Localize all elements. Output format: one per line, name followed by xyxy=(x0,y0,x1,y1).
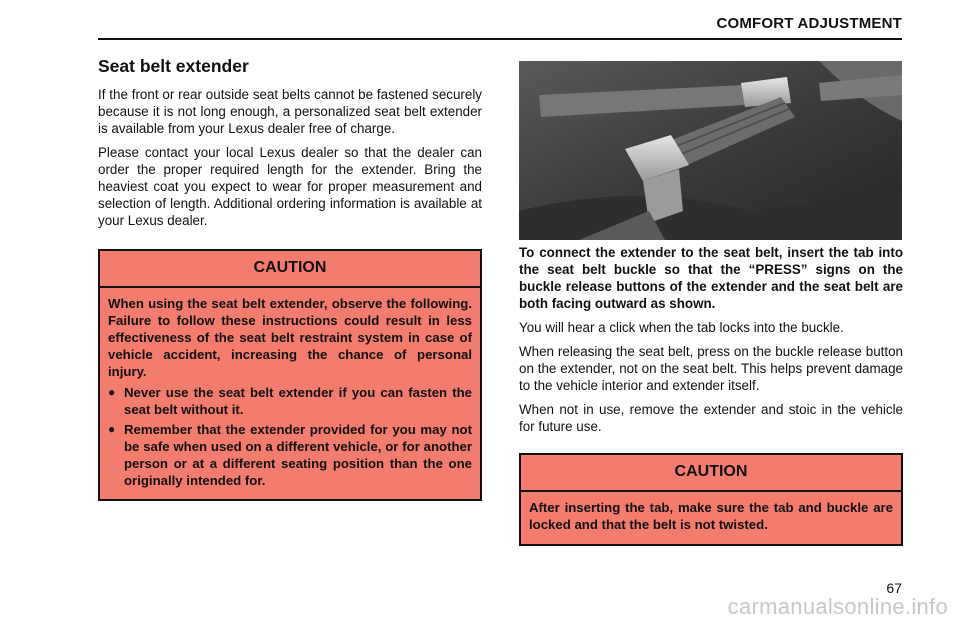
caution-title: CAUTION xyxy=(100,251,480,288)
bullet-text: Never use the seat belt extender if you can fasten the seat belt without it. xyxy=(124,385,472,417)
section-header: COMFORT ADJUSTMENT xyxy=(716,15,902,32)
storage-paragraph: When not in use, remove the extender and stoic in the vehicle for future use. xyxy=(519,402,903,434)
dealer-paragraph: Please contact your local Lexus dealer so that the dealer can order the proper required length for the extender. Bring the heaviest coat you expect to wear for proper measurement and selection of length. Additional ordering information is available at your Lexus dealer. xyxy=(98,145,482,228)
caution-title: CAUTION xyxy=(521,455,901,492)
caution-box-right xyxy=(519,453,903,546)
caution-text: After inserting the tab, make sure the tab and buckle are locked and that the belt is not twisted. xyxy=(529,500,893,532)
click-paragraph: You will hear a click when the tab locks into the buckle. xyxy=(519,320,844,335)
caution-box-left xyxy=(98,249,482,501)
seat-belt-extender-photo xyxy=(519,61,902,240)
caution-bullet xyxy=(108,384,472,418)
caution-intro: When using the seat belt extender, observe the following. Failure to follow these instructions could result in less effectiveness of the seat belt restraint system in case of vehicle accident, increasing the chance of personal injury. xyxy=(108,296,472,379)
intro-paragraph: If the front or rear outside seat belts cannot be fastened securely because it is not long enough, a personalized seat belt extender is available from your Lexus dealer free of charge. xyxy=(98,87,482,136)
watermark: carmanualsonline.info xyxy=(727,594,948,619)
bullet-text: Remember that the extender provided for you may not be safe when used on a different vehicle, or for another person or at a different seating position than the one originally intended for. xyxy=(124,422,472,488)
page-title: Seat belt extender xyxy=(98,56,249,76)
right-column xyxy=(519,244,903,546)
release-paragraph: When releasing the seat belt, press on the buckle release button on the extender, not on the seat belt. This helps prevent damage to the vehicle interior and extender itself. xyxy=(519,344,903,393)
bullet-icon: ● xyxy=(108,385,116,399)
caution-body xyxy=(100,288,480,499)
page-number: 67 xyxy=(886,580,902,596)
header-rule xyxy=(98,38,902,40)
photo-caption: To connect the extender to the seat belt, insert the tab into the seat belt buckle so that the “PRESS” signs on the buckle release buttons of the extender and the seat belt are both facing outward as shown. xyxy=(519,245,903,311)
seat-belt-illustration xyxy=(519,61,902,240)
left-column xyxy=(98,56,482,501)
caution-bullet xyxy=(108,421,472,489)
bullet-icon: ● xyxy=(108,422,116,436)
caution-body xyxy=(521,492,901,544)
